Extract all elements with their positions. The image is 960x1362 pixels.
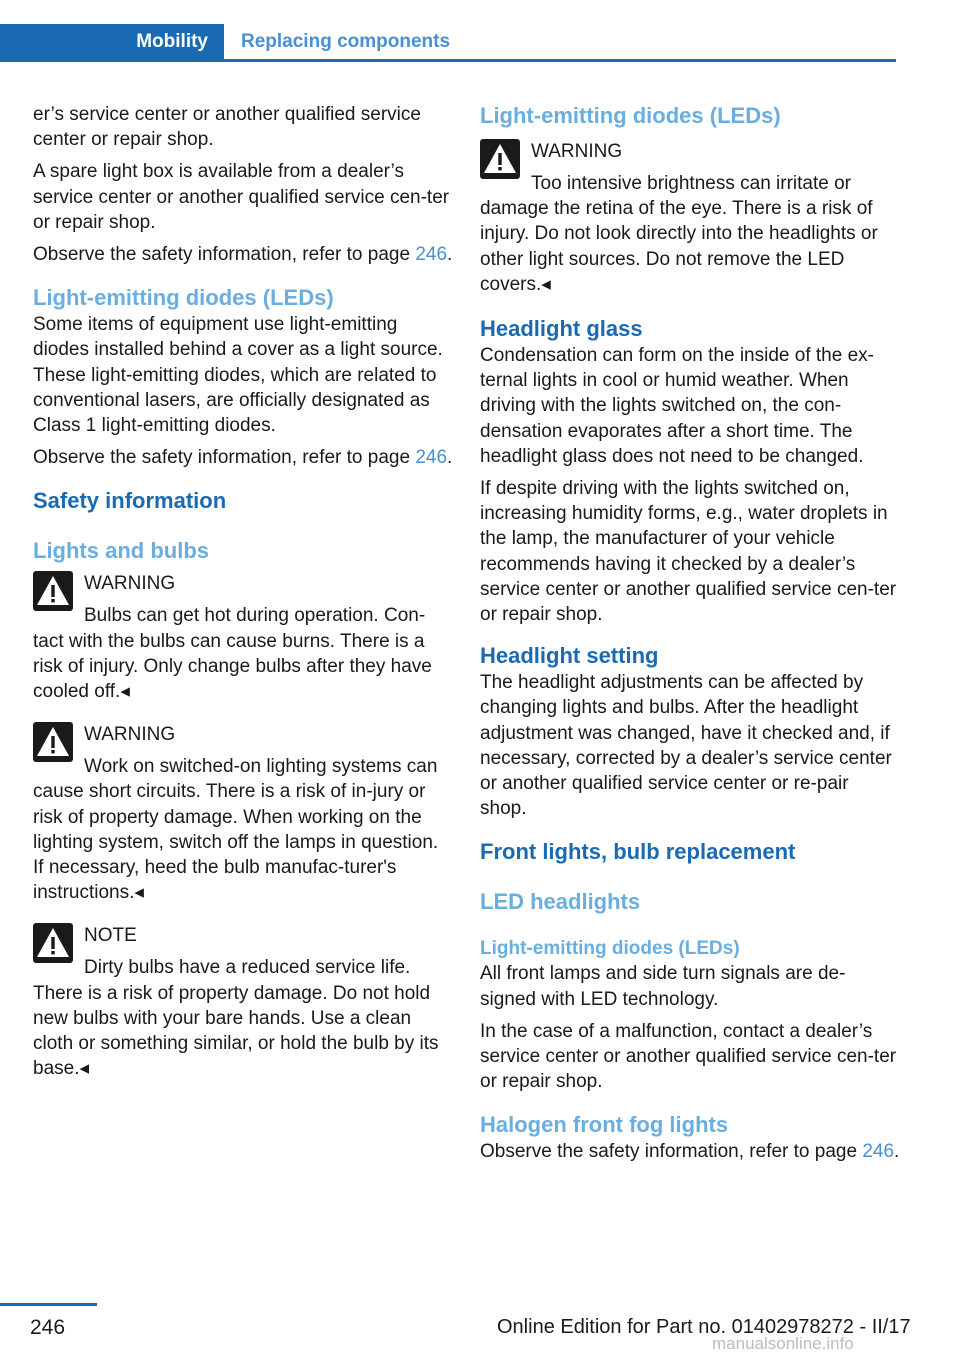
header-divider (0, 59, 896, 62)
warning-icon (33, 722, 73, 762)
tab-mobility[interactable]: Mobility (0, 24, 224, 60)
tab-replacing-components[interactable]: Replacing components (241, 31, 451, 52)
paragraph: Condensation can form on the inside of the ex-ternal lights in cool or humid weather. When driving with the lights switched on, the con-densation evaporates after a short time. The headlight glass does not need to be changed. (480, 345, 874, 467)
paragraph: The headlight adjustments can be affected by changing lights and bulbs. After the headlight adjustment was changed, have it checked and, if necessary, corrected by a dealer’s service center or another qualified service center or re-pair shop. (480, 672, 892, 820)
warning-box (33, 722, 453, 905)
paragraph: If despite driving with the lights switched on, increasing humidity forms, e.g., water droplets in the lamp, the manufacturer of your vehicle recommends having it checked by a dealer’s service center or another qualified service cen-ter or repair shop. (480, 478, 897, 626)
page-header (0, 24, 896, 61)
paragraph: Observe the safety information, refer to page 246. (33, 244, 453, 266)
warning-box (33, 571, 453, 704)
paragraph: In the case of a malfunction, contact a dealer’s service center or another qualified service cen-ter or repair shop. (480, 1020, 897, 1093)
heading-halogen-fog: Halogen front fog lights (480, 1112, 729, 1138)
warning-title: WARNING (84, 724, 176, 746)
paragraph: All front lamps and side turn signals are de-signed with LED technology. (480, 963, 846, 1010)
warning-text: Work on switched-on lighting systems can cause short circuits. There is a risk of in-jury or risk of property damage. When working on the lighting system, switch off the lamps in question. If necessary, heed the bulb manufac-turer's instructions.◂ (33, 756, 439, 904)
note-box (33, 923, 453, 1081)
heading-headlight-glass: Headlight glass (480, 316, 643, 342)
warning-title: WARNING (84, 573, 176, 595)
warning-icon (33, 571, 73, 611)
heading-front-lights: Front lights, bulb replacement (480, 839, 796, 865)
heading-leds: Light-emitting diodes (LEDs) (480, 103, 781, 128)
warning-title: WARNING (531, 141, 623, 162)
paragraph: Observe the safety information, refer to page 246. (480, 1141, 900, 1163)
heading-lights-and-bulbs: Lights and bulbs (33, 538, 209, 564)
page-link[interactable]: 246 (415, 244, 448, 266)
page-number: 246 (30, 1316, 66, 1339)
warning-icon (33, 923, 73, 963)
warning-text: Too intensive brightness can irritate or damage the retina of the eye. There is a risk of injury. Do not look directly into the headlights or other light sources. Do not remove the LED covers.◂ (480, 173, 878, 295)
right-column (480, 102, 900, 1172)
page-link[interactable]: 246 (415, 447, 448, 469)
edition-info: Online Edition for Part no. 01402978272 - II/17 (497, 1316, 911, 1338)
paragraph: A spare light box is available from a dealer’s service center or another qualified service cen-ter or repair shop. (33, 161, 450, 233)
heading-led-headlights: LED headlights (480, 889, 641, 915)
watermark: manualsonline.info (712, 1334, 854, 1353)
note-title: NOTE (84, 925, 137, 947)
paragraph: Some items of equipment use light-emitting diodes installed behind a cover as a light source. These light-emitting diodes, which are related to conventional lasers, are officially designated as Class 1 light-emitting diodes. (33, 314, 443, 437)
warning-icon (480, 139, 520, 179)
page-link[interactable]: 246 (862, 1141, 895, 1163)
footer-divider (0, 1303, 97, 1306)
note-text: Dirty bulbs have a reduced service life. There is a risk of property damage. Do not hold new bulbs with your bare hands. Use a clean cloth or something similar, or hold the bulb by its base.◂ (33, 957, 439, 1080)
heading-leds-small: Light-emitting diodes (LEDs) (480, 938, 740, 960)
heading-leds: Light-emitting diodes (LEDs) (33, 285, 334, 311)
paragraph: er’s service center or another qualified service center or repair shop. (33, 104, 421, 151)
paragraph: Observe the safety information, refer to page 246. (33, 447, 453, 469)
warning-box (480, 139, 900, 297)
heading-safety-information: Safety information (33, 488, 227, 514)
heading-headlight-setting: Headlight setting (480, 643, 659, 669)
left-column (33, 102, 453, 1081)
warning-text: Bulbs can get hot during operation. Con-tact with the bulbs can cause burns. There is a risk of injury. Only change bulbs after they have cooled off.◂ (33, 605, 432, 703)
